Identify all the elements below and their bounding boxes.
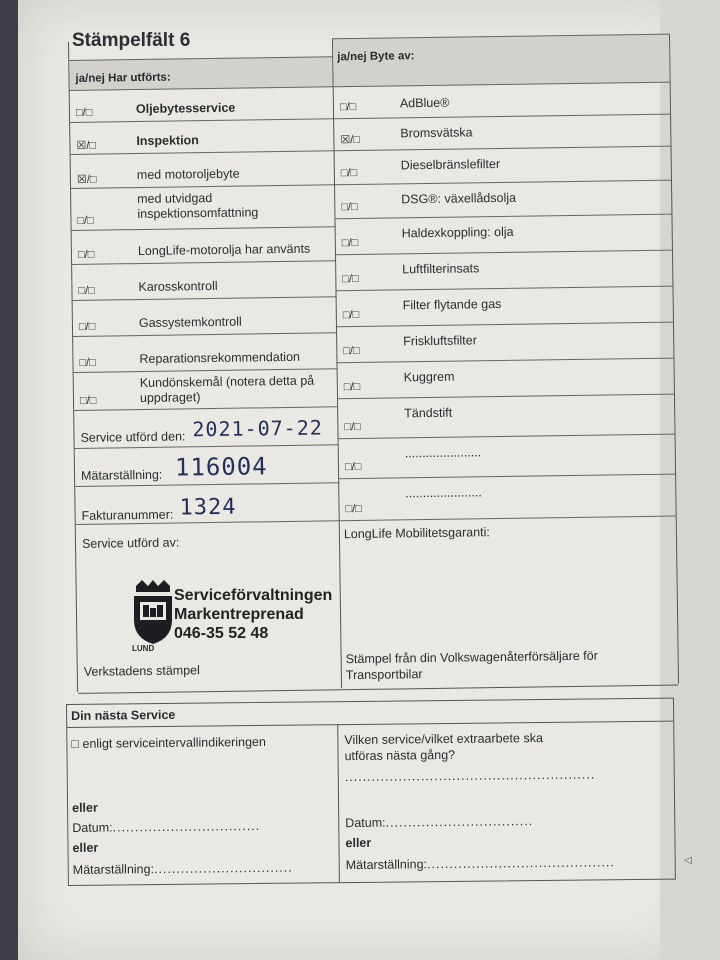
right-item-row — [336, 250, 672, 292]
next-question-dots[interactable]: ........................................................ — [344, 767, 596, 785]
next-date-label: Datum: — [72, 820, 113, 835]
yes-no-checkbox[interactable]: ☒/□ — [76, 173, 97, 186]
right-item-row — [337, 358, 673, 400]
invoice-row — [75, 482, 340, 525]
yes-no-checkbox[interactable]: □/□ — [77, 248, 95, 261]
service-date-row — [74, 406, 339, 449]
left-item-label: Karosskontroll — [138, 278, 218, 295]
dealer-stamp-label: Stämpel från din Volkswagenåterförsäljare för Transportbilar — [345, 648, 598, 683]
left-item-row — [74, 368, 339, 411]
yes-no-checkbox[interactable]: □/□ — [78, 284, 95, 297]
left-header: ja/nej Har utförts: — [75, 71, 171, 85]
right-item-label: ...................... — [404, 445, 482, 461]
next-date-field — [72, 819, 260, 835]
yes-no-checkbox[interactable]: □/□ — [343, 344, 360, 358]
odometer-row — [75, 444, 340, 487]
left-item-row — [71, 184, 336, 231]
left-item-row — [70, 86, 334, 123]
right-date-dots[interactable]: ................................. — [385, 814, 534, 830]
next-date-dots[interactable]: ................................. — [112, 818, 261, 835]
left-item-label: med utvidgad inspektionsomfattning — [137, 191, 259, 222]
right-item-label: Filter flytande gas — [402, 296, 502, 313]
service-date-value: 2021-07-22 — [192, 415, 323, 442]
left-item-label: Reparationsrekommendation — [139, 349, 301, 367]
yes-no-checkbox[interactable]: □/□ — [341, 200, 358, 214]
yes-no-checkbox[interactable]: □/□ — [344, 420, 361, 434]
page-corner-marker-icon: ◁ — [684, 855, 692, 866]
yes-no-checkbox[interactable]: □/□ — [344, 460, 362, 474]
right-column — [332, 34, 679, 689]
right-item-row — [339, 434, 676, 480]
lund-coat-of-arms-icon — [128, 578, 178, 654]
yes-no-checkbox[interactable]: □/□ — [340, 166, 358, 180]
stamp-line1: Serviceförvaltningen — [174, 587, 333, 604]
yes-no-checkbox[interactable]: □/□ — [78, 320, 96, 333]
left-item-label: med motoroljebyte — [136, 166, 240, 183]
left-header-row — [69, 56, 333, 91]
stamp-city: LUND — [132, 644, 155, 653]
next-odo-dots[interactable]: ............................... — [153, 860, 293, 877]
yes-no-checkbox[interactable]: □/□ — [343, 380, 361, 394]
right-item-label: Luftfilterinsats — [402, 261, 480, 277]
right-item-label: Tändstift — [404, 405, 453, 421]
yes-no-checkbox[interactable]: □/□ — [79, 394, 97, 407]
left-item-row — [71, 150, 335, 189]
right-item-label: ...................... — [405, 485, 482, 501]
right-item-label: DSG®: växellådsolja — [401, 190, 517, 207]
right-odo-field — [346, 855, 615, 872]
interval-option — [71, 735, 266, 751]
right-odo-label: Mätarställning: — [345, 857, 428, 873]
left-item-row — [73, 296, 337, 337]
left-item-row — [73, 332, 337, 373]
workshop-stamp-label: Verkstadens stämpel — [83, 663, 200, 679]
right-odo-dots[interactable]: .......................................... — [426, 855, 615, 872]
right-item-label: Haldexkoppling: olja — [401, 224, 514, 241]
mobility-label: LongLife Mobilitetsgaranti: — [343, 525, 490, 542]
left-item-label: Inspektion — [136, 133, 199, 149]
right-item-label: Bromsvätska — [400, 125, 473, 141]
page-title: Stämpelfält 6 — [72, 30, 191, 51]
right-item-label: AdBlue® — [399, 95, 450, 111]
yes-no-checkbox[interactable]: ☒/□ — [340, 133, 361, 147]
left-item-label: LongLife-motorolja har använts — [137, 241, 311, 259]
yes-no-checkbox[interactable]: □/□ — [339, 100, 357, 114]
right-item-label: Dieselbränslefilter — [400, 156, 501, 173]
stamp-line2: Markentreprenad — [174, 606, 304, 623]
interval-checkbox[interactable]: □ — [71, 736, 80, 751]
yes-no-checkbox[interactable]: ☒/□ — [76, 139, 97, 152]
yes-no-checkbox[interactable]: □/□ — [342, 308, 360, 322]
yes-no-checkbox[interactable]: □/□ — [77, 214, 94, 227]
or-label-2: eller — [72, 840, 99, 855]
left-item-row — [72, 260, 336, 301]
left-item-row — [70, 118, 334, 155]
right-item-row — [335, 214, 671, 256]
left-item-label: Gassystemkontroll — [138, 314, 242, 331]
next-odo-field — [73, 861, 293, 877]
mobility-cell — [340, 516, 678, 691]
right-header-row — [333, 34, 670, 88]
invoice-value: 1324 — [179, 494, 237, 521]
yes-no-checkbox[interactable]: □/□ — [341, 236, 359, 250]
yes-no-checkbox[interactable]: □/□ — [79, 356, 96, 369]
right-date-field — [345, 814, 533, 830]
next-question: Vilken service/vilket extraarbete ska utföras nästa gång? — [344, 731, 543, 764]
left-item-label: Oljebytesservice — [135, 100, 236, 117]
left-item-label: Kundönskemål (notera detta på uppdraget) — [139, 373, 315, 406]
odometer-label: Mätarställning: — [80, 467, 163, 483]
right-item-label: Kuggrem — [403, 369, 455, 385]
odometer-value: 116004 — [174, 452, 268, 482]
left-item-row — [72, 226, 336, 265]
next-service-left — [67, 724, 339, 885]
next-service-right — [337, 721, 676, 883]
invoice-label: Fakturanummer: — [81, 507, 174, 523]
right-header: ja/nej Byte av: — [337, 50, 415, 64]
next-service-box — [66, 698, 676, 886]
interval-option-label: enligt serviceintervallindikeringen — [82, 734, 266, 751]
yes-no-checkbox[interactable]: □/□ — [342, 272, 359, 286]
or-label-1: eller — [72, 800, 98, 815]
yes-no-checkbox[interactable]: □/□ — [75, 106, 93, 119]
performed-by-label: Service utförd av: — [81, 535, 180, 551]
right-item-label: Friskluftsfilter — [403, 333, 477, 349]
right-item-row — [338, 394, 675, 440]
right-date-label: Datum: — [345, 815, 386, 831]
next-odo-label: Mätarställning: — [72, 862, 155, 877]
right-item-row — [336, 286, 672, 328]
next-service-header: Din nästa Service — [71, 707, 176, 723]
right-or-label: eller — [345, 835, 372, 851]
yes-no-checkbox[interactable]: □/□ — [345, 502, 362, 516]
right-item-row — [337, 322, 673, 364]
right-item-row — [339, 474, 676, 522]
workshop-stamp — [128, 578, 333, 659]
service-date-label: Service utförd den: — [80, 429, 186, 445]
stamp-phone: 046-35 52 48 — [174, 625, 269, 642]
stamp-text — [174, 586, 332, 643]
